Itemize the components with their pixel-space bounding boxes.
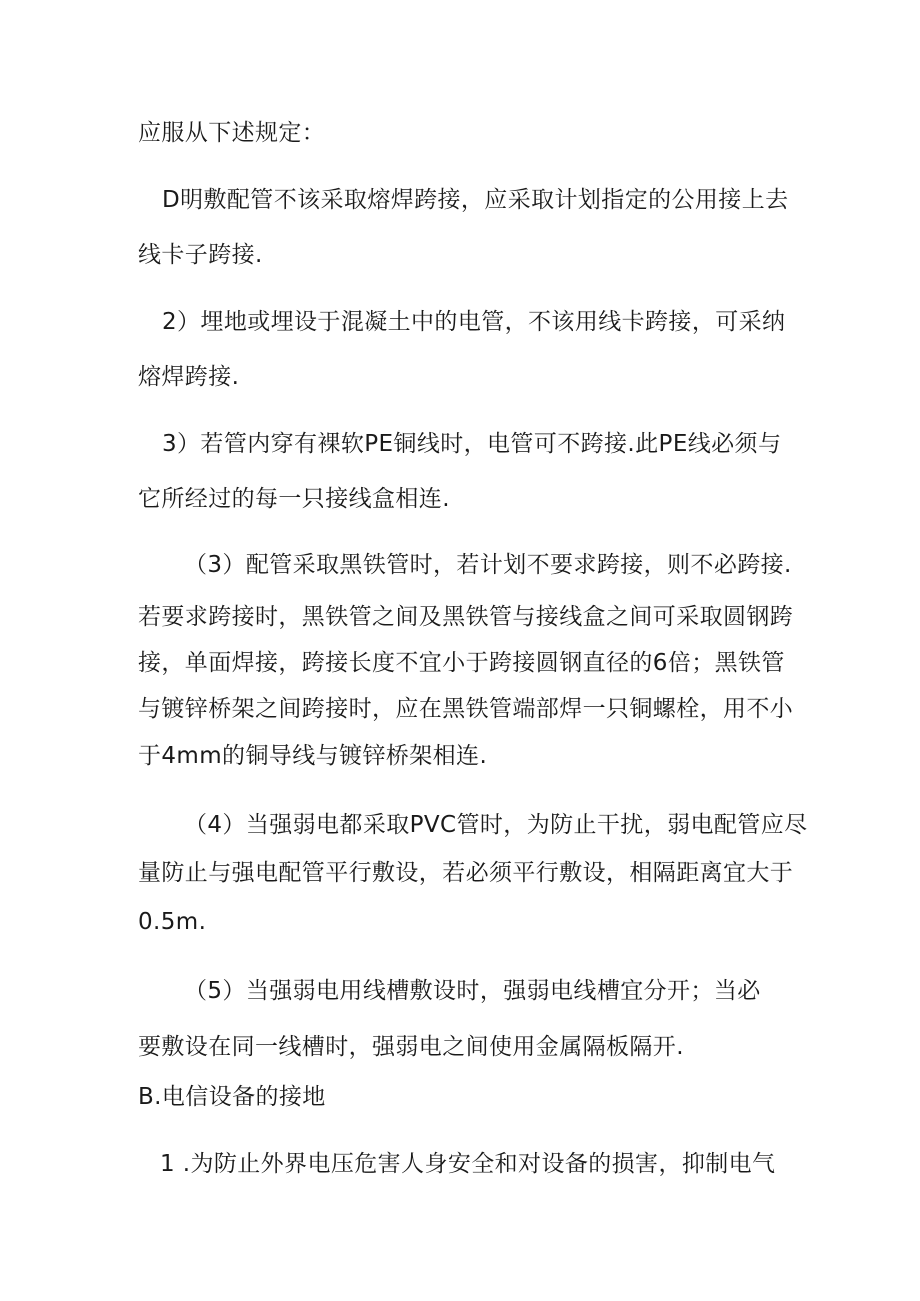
text-line: （4）当强弱电都采取PVC管时，为防止干扰，弱电配管应尽 (184, 812, 808, 838)
text-line: 要敷设在同一线槽时，强弱电之间使用金属隔板隔开. (138, 1034, 684, 1060)
text-line: 若要求跨接时，黑铁管之间及黑铁管与接线盒之间可采取圆钢跨 (138, 604, 794, 630)
section-heading: B.电信设备的接地 (138, 1084, 326, 1110)
text-line: 它所经过的每一只接线盒相连. (138, 486, 450, 512)
text-line: 线卡子跨接. (138, 242, 263, 268)
text-line: D明敷配管不该采取熔焊跨接，应采取计划指定的公用接上去 (162, 187, 789, 213)
text-line: 于4mm的铜导线与镀锌桥架相连. (138, 743, 488, 769)
text-line: （5）当强弱电用线槽敷设时，强弱电线槽宜分开；当必 (184, 978, 761, 1004)
text-line: 量防止与强电配管平行敷设，若必须平行敷设，相隔距离宜大于 (138, 860, 794, 886)
text-line: 熔焊跨接. (138, 364, 240, 390)
text-line: 2）埋地或埋设于混凝土中的电管，不该用线卡跨接，可采纳 (162, 309, 786, 335)
text-line: （3）配管采取黑铁管时，若计划不要求跨接，则不必跨接. (184, 552, 792, 578)
text-line: 0.5m. (138, 909, 207, 935)
text-line: 3）若管内穿有裸软PE铜线时，电管可不跨接.此PE线必须与 (162, 431, 782, 457)
text-line: 接，单面焊接，跨接长度不宜小于跨接圆钢直径的6倍；黑铁管 (138, 650, 785, 676)
text-line: 与镀锌桥架之间跨接时，应在黑铁管端部焊一只铜螺栓，用不小 (138, 696, 794, 722)
text-line: 应服从下述规定： (138, 120, 326, 146)
text-line: 1 .为防止外界电压危害人身安全和对设备的损害，抑制电气 (160, 1151, 776, 1177)
